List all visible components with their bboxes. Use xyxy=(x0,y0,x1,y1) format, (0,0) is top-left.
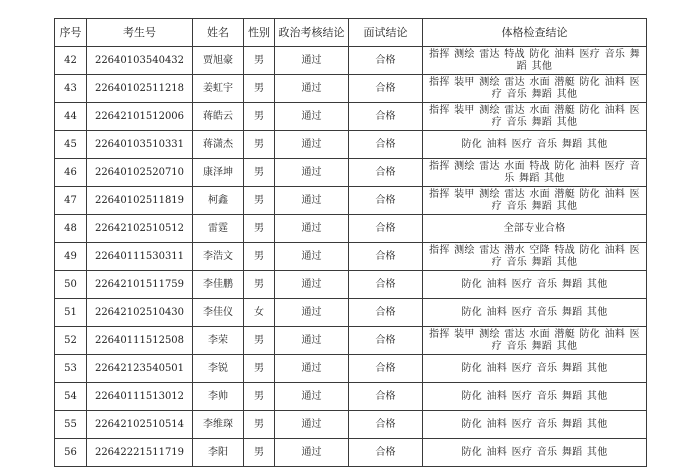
cell-no: 49 xyxy=(55,243,87,271)
cell-no: 56 xyxy=(55,439,87,467)
cell-name: 李阳 xyxy=(193,439,244,467)
cell-no: 42 xyxy=(55,47,87,75)
cell-interview: 合格 xyxy=(349,355,423,383)
cell-name: 李佳仪 xyxy=(193,299,244,327)
cell-name: 李帅 xyxy=(193,383,244,411)
cell-interview: 合格 xyxy=(349,75,423,103)
table-row xyxy=(55,131,647,159)
cell-name: 雷霆 xyxy=(193,215,244,243)
table-row xyxy=(55,159,647,187)
cell-name: 李锐 xyxy=(193,355,244,383)
cell-physical: 指挥 测绘 雷达 潜水 空降 特战 防化 油料 医疗 音乐 舞蹈 其他 xyxy=(423,243,647,271)
header-political: 政治考核结论 xyxy=(275,19,349,47)
cell-interview: 合格 xyxy=(349,131,423,159)
cell-political: 通过 xyxy=(275,243,349,271)
cell-interview: 合格 xyxy=(349,327,423,355)
cell-political: 通过 xyxy=(275,411,349,439)
cell-no: 44 xyxy=(55,103,87,131)
cell-physical: 指挥 装甲 测绘 雷达 水面 潜艇 防化 油料 医疗 音乐 舞蹈 其他 xyxy=(423,75,647,103)
cell-sex: 男 xyxy=(244,159,275,187)
table-row xyxy=(55,299,647,327)
cell-political: 通过 xyxy=(275,131,349,159)
cell-sex: 男 xyxy=(244,131,275,159)
cell-name: 李荣 xyxy=(193,327,244,355)
cell-candidate-id: 22640103540432 xyxy=(87,47,193,75)
cell-sex: 男 xyxy=(244,103,275,131)
cell-sex: 男 xyxy=(244,243,275,271)
cell-physical: 指挥 装甲 测绘 雷达 水面 潜艇 防化 油料 医疗 音乐 舞蹈 其他 xyxy=(423,103,647,131)
cell-interview: 合格 xyxy=(349,271,423,299)
cell-political: 通过 xyxy=(275,355,349,383)
header-no: 序号 xyxy=(55,19,87,47)
cell-no: 47 xyxy=(55,187,87,215)
table-body xyxy=(55,47,647,467)
header-sex: 性别 xyxy=(244,19,275,47)
cell-political: 通过 xyxy=(275,187,349,215)
cell-candidate-id: 22642221511719 xyxy=(87,439,193,467)
cell-sex: 男 xyxy=(244,75,275,103)
cell-interview: 合格 xyxy=(349,159,423,187)
cell-sex: 男 xyxy=(244,187,275,215)
cell-name: 蒋潇杰 xyxy=(193,131,244,159)
table-row xyxy=(55,327,647,355)
cell-political: 通过 xyxy=(275,47,349,75)
cell-candidate-id: 22642102510512 xyxy=(87,215,193,243)
cell-candidate-id: 22640103510331 xyxy=(87,131,193,159)
cell-political: 通过 xyxy=(275,383,349,411)
header-name: 姓名 xyxy=(193,19,244,47)
cell-political: 通过 xyxy=(275,299,349,327)
cell-candidate-id: 22642101512006 xyxy=(87,103,193,131)
results-table xyxy=(54,18,647,467)
cell-physical: 防化 油料 医疗 音乐 舞蹈 其他 xyxy=(423,383,647,411)
cell-candidate-id: 22642123540501 xyxy=(87,355,193,383)
cell-no: 46 xyxy=(55,159,87,187)
cell-name: 李维琛 xyxy=(193,411,244,439)
cell-sex: 男 xyxy=(244,383,275,411)
cell-sex: 男 xyxy=(244,271,275,299)
cell-name: 柯鑫 xyxy=(193,187,244,215)
cell-sex: 男 xyxy=(244,327,275,355)
cell-candidate-id: 22640111513012 xyxy=(87,383,193,411)
header-physical: 体格检查结论 xyxy=(423,19,647,47)
cell-political: 通过 xyxy=(275,271,349,299)
cell-physical: 防化 油料 医疗 音乐 舞蹈 其他 xyxy=(423,439,647,467)
cell-sex: 男 xyxy=(244,355,275,383)
cell-political: 通过 xyxy=(275,439,349,467)
cell-political: 通过 xyxy=(275,159,349,187)
cell-political: 通过 xyxy=(275,103,349,131)
cell-interview: 合格 xyxy=(349,243,423,271)
cell-sex: 男 xyxy=(244,47,275,75)
cell-name: 康泽坤 xyxy=(193,159,244,187)
cell-sex: 女 xyxy=(244,299,275,327)
cell-no: 52 xyxy=(55,327,87,355)
cell-political: 通过 xyxy=(275,327,349,355)
cell-physical: 防化 油料 医疗 音乐 舞蹈 其他 xyxy=(423,299,647,327)
cell-interview: 合格 xyxy=(349,187,423,215)
cell-name: 蒋皓云 xyxy=(193,103,244,131)
cell-interview: 合格 xyxy=(349,47,423,75)
cell-candidate-id: 22642102510514 xyxy=(87,411,193,439)
header-interview: 面试结论 xyxy=(349,19,423,47)
table-row xyxy=(55,75,647,103)
cell-physical: 指挥 装甲 测绘 雷达 水面 潜艇 防化 油料 医疗 音乐 舞蹈 其他 xyxy=(423,187,647,215)
cell-candidate-id: 22640111512508 xyxy=(87,327,193,355)
table-row xyxy=(55,383,647,411)
cell-no: 53 xyxy=(55,355,87,383)
cell-no: 51 xyxy=(55,299,87,327)
cell-candidate-id: 22640102511819 xyxy=(87,187,193,215)
cell-no: 48 xyxy=(55,215,87,243)
cell-name: 李浩文 xyxy=(193,243,244,271)
cell-no: 54 xyxy=(55,383,87,411)
cell-interview: 合格 xyxy=(349,383,423,411)
cell-candidate-id: 22640102520710 xyxy=(87,159,193,187)
cell-interview: 合格 xyxy=(349,439,423,467)
cell-candidate-id: 22640111530311 xyxy=(87,243,193,271)
cell-political: 通过 xyxy=(275,75,349,103)
cell-sex: 男 xyxy=(244,215,275,243)
cell-interview: 合格 xyxy=(349,103,423,131)
table-row xyxy=(55,187,647,215)
cell-name: 李佳鹏 xyxy=(193,271,244,299)
cell-no: 50 xyxy=(55,271,87,299)
table-row xyxy=(55,215,647,243)
cell-name: 姜虹宇 xyxy=(193,75,244,103)
cell-physical: 防化 油料 医疗 音乐 舞蹈 其他 xyxy=(423,411,647,439)
cell-physical: 全部专业合格 xyxy=(423,215,647,243)
cell-no: 55 xyxy=(55,411,87,439)
cell-candidate-id: 22640102511218 xyxy=(87,75,193,103)
cell-physical: 防化 油料 医疗 音乐 舞蹈 其他 xyxy=(423,355,647,383)
table-header-row xyxy=(55,19,647,47)
cell-physical: 指挥 测绘 雷达 特战 防化 油料 医疗 音乐 舞蹈 其他 xyxy=(423,47,647,75)
cell-political: 通过 xyxy=(275,215,349,243)
table-row xyxy=(55,411,647,439)
cell-name: 贾旭豪 xyxy=(193,47,244,75)
table-row xyxy=(55,103,647,131)
table-row xyxy=(55,355,647,383)
cell-interview: 合格 xyxy=(349,411,423,439)
cell-no: 45 xyxy=(55,131,87,159)
cell-sex: 男 xyxy=(244,439,275,467)
cell-no: 43 xyxy=(55,75,87,103)
cell-candidate-id: 22642102510430 xyxy=(87,299,193,327)
table-row xyxy=(55,243,647,271)
cell-physical: 指挥 装甲 测绘 雷达 水面 潜艇 防化 油料 医疗 音乐 舞蹈 其他 xyxy=(423,327,647,355)
table-row xyxy=(55,47,647,75)
cell-sex: 男 xyxy=(244,411,275,439)
table-row xyxy=(55,439,647,467)
table-row xyxy=(55,271,647,299)
cell-interview: 合格 xyxy=(349,215,423,243)
cell-physical: 防化 油料 医疗 音乐 舞蹈 其他 xyxy=(423,131,647,159)
header-candidate-id: 考生号 xyxy=(87,19,193,47)
cell-physical: 防化 油料 医疗 音乐 舞蹈 其他 xyxy=(423,271,647,299)
cell-physical: 指挥 测绘 雷达 水面 特战 防化 油料 医疗 音乐 舞蹈 其他 xyxy=(423,159,647,187)
cell-candidate-id: 22642101511759 xyxy=(87,271,193,299)
cell-interview: 合格 xyxy=(349,299,423,327)
